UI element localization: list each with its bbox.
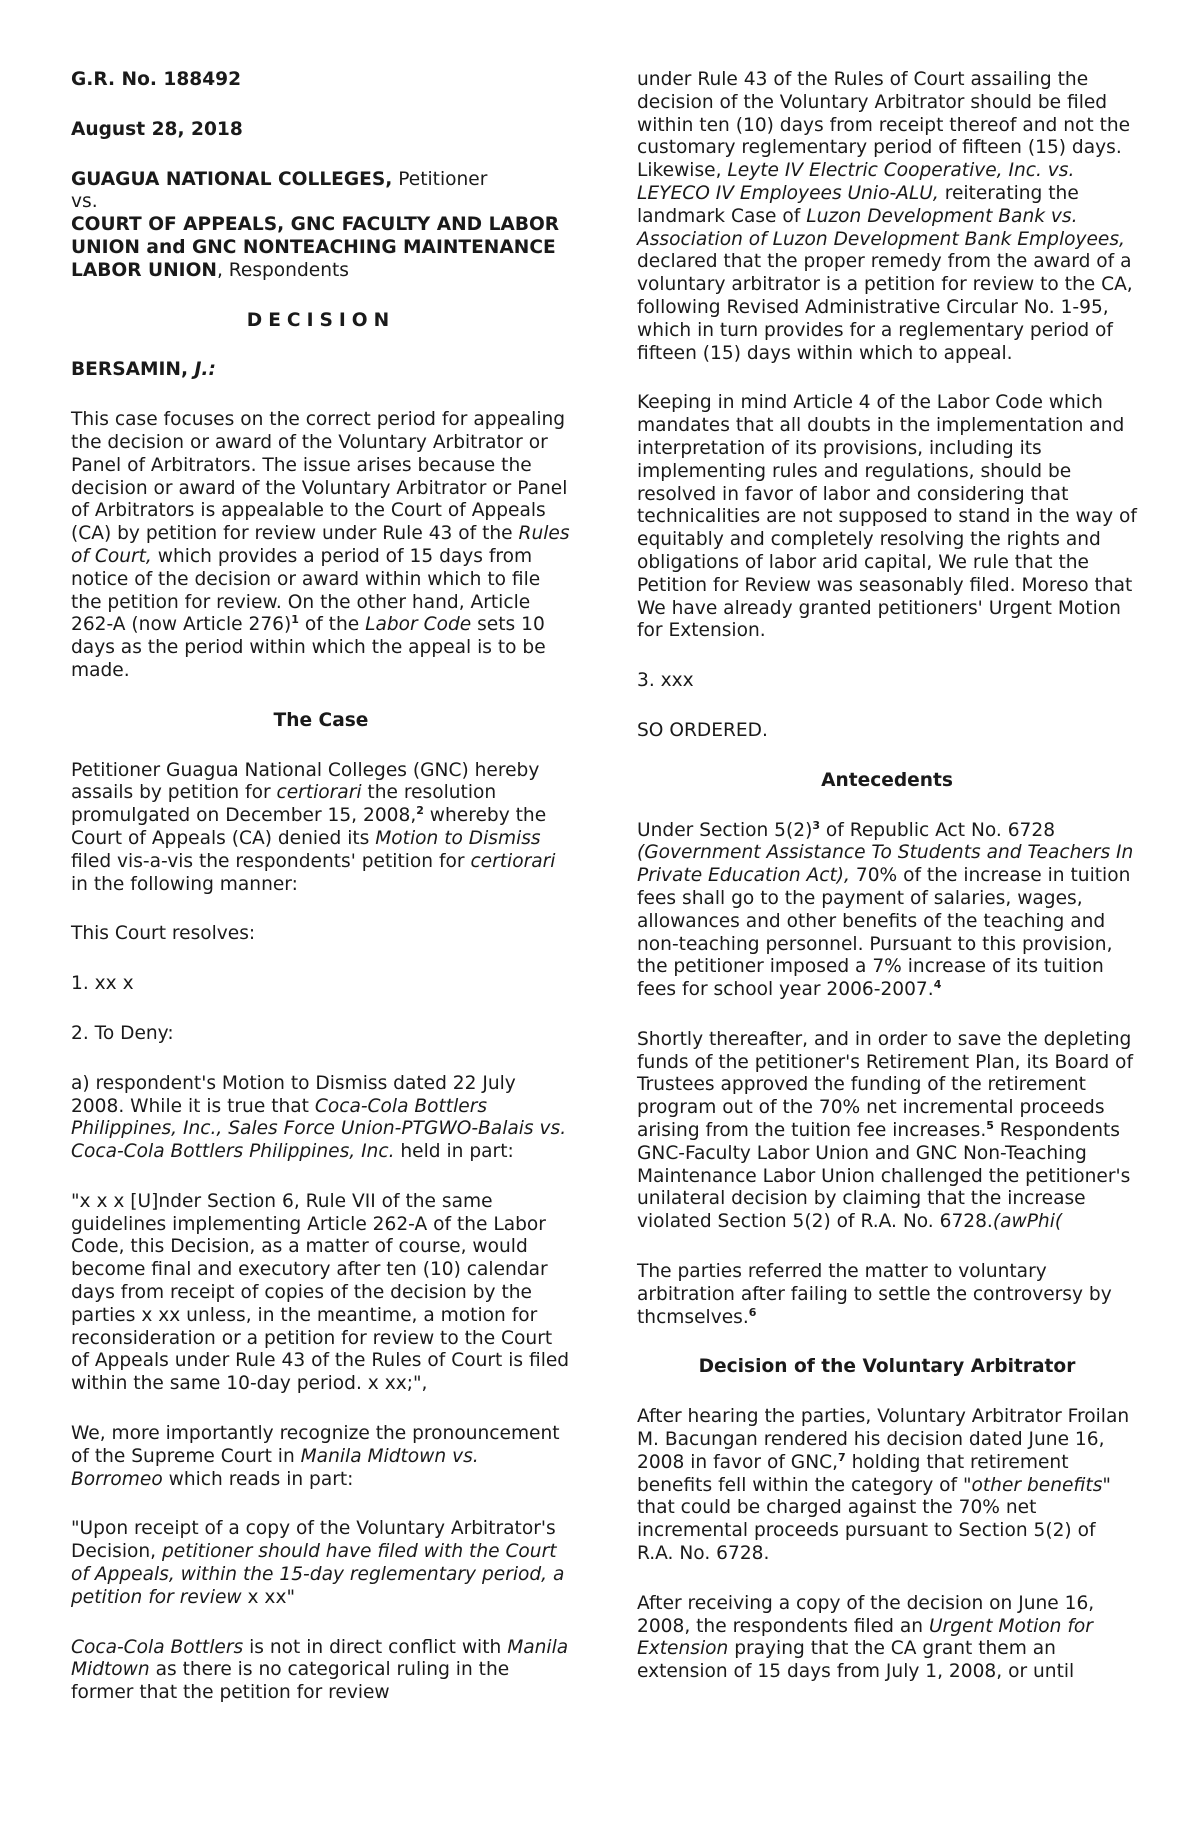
text-segment: Petitioner Guagua National Colleges (GNC) hereby assails by petition for xyxy=(71,759,540,804)
text-segment: held in part: xyxy=(394,1141,514,1163)
footnote-ref-3[interactable]: 3 xyxy=(812,818,821,832)
right-column xyxy=(637,69,1137,1684)
text-segment-italic: Labor Code xyxy=(365,614,472,636)
left-column xyxy=(71,69,571,1705)
text-segment: x xx" xyxy=(241,1586,295,1608)
text-segment-italic: Rules of Court, xyxy=(71,523,570,567)
text-segment: Under Section 5(2) xyxy=(637,819,813,841)
text-segment-italic: Leyte IV Electric Cooperative, Inc. vs. LEYECO IV Employees Unio-ALU, xyxy=(637,160,1075,204)
text-segment: filed vis-a-vis the respondents' petition for xyxy=(71,850,471,872)
text-segment-italic: Urgent Motion for Extension xyxy=(637,1615,1093,1660)
resolution-item-3: 3. xxx xyxy=(637,670,694,692)
text-segment-italic: other benefits xyxy=(971,1474,1103,1496)
text-segment: We, more importantly recognize the pronouncement of the Supreme Court in xyxy=(71,1423,560,1467)
text-segment-italic: Manila Midtown xyxy=(71,1636,569,1681)
antecedents-paragraph-2 xyxy=(637,1029,1137,1234)
so-ordered: SO ORDERED. xyxy=(637,719,768,741)
text-segment-italic: Motion to Dismiss xyxy=(375,827,541,849)
footnote-ref-4[interactable]: 4 xyxy=(933,977,942,991)
case-parties xyxy=(71,169,571,283)
pronouncement-paragraph xyxy=(71,1423,571,1491)
antecedents-paragraph-3 xyxy=(637,1261,1137,1329)
decision-heading: DECISION xyxy=(246,309,396,331)
text-segment-italic: certiorari xyxy=(470,850,556,872)
case-date: August 28, 2018 xyxy=(71,118,243,140)
text-segment: a) respondent's Motion to Dismiss dated 22 July 2008. While it is true that xyxy=(71,1072,516,1117)
footnote-ref-7[interactable]: 7 xyxy=(838,1450,846,1464)
labor-code-paragraph: Keeping in mind Article 4 of the Labor Code which mandates that all doubts in the implementation and interpretation of its provisions, including its implementing rules and regulations, should be resolved in favor of labor and considering that technicalities are not supposed to stand in the way of equitably and completely resolving the rights and obligations of labor arid capital, We rule that the Petition for Review was seasonably filed. Moreso that We have already granted petitioners' Urgent Motion for Extension. xyxy=(637,392,1137,642)
text-segment: is not in direct conflict with xyxy=(243,1636,508,1658)
text-segment: Shortly thereafter, and in order to save the depleting funds of the petitioner's Retirement Plan, its Board of Trustees approved the funding of the retirement program out of the 70% net incremental proceeds arising from the tuition fee increases. xyxy=(637,1028,1133,1142)
text-segment-italic: Manila Midtown vs. Borromeo xyxy=(71,1445,479,1490)
text-segment-italic: Luzon Development Bank vs. Association of Luzon Development Bank Employees, xyxy=(637,205,1125,250)
text-segment: holding that retirement benefits fell within the category of " xyxy=(637,1451,1069,1496)
text-segment: of Republic Act No. 6728 xyxy=(820,819,1056,841)
text-segment: "Upon receipt of a copy of the Voluntary Arbitrator's Decision, xyxy=(71,1518,556,1563)
conflict-paragraph-start xyxy=(71,1637,571,1705)
resolution-item-2: 2. To Deny: xyxy=(71,1022,174,1044)
text-segment: declared that the proper remedy from the award of a voluntary arbitrator is a petition for review to the CA, following Revised Administrative Circular No. 1-95, which in turn provides for a reglementary period of fifteen (15) days within which to appeal. xyxy=(637,251,1133,364)
antecedents-paragraph-1 xyxy=(637,820,1137,1002)
va-decision-paragraph-2 xyxy=(637,1593,1137,1684)
quote-manila-midtown xyxy=(71,1518,571,1609)
text-segment: which provides a period of 15 days from notice of the decision or award within which to file the petition for review. On the other hand, Article 262-A (now Article 276) xyxy=(71,545,541,636)
conflict-paragraph-cont xyxy=(637,69,1137,365)
text-segment: " that could be charged against the 70% net incremental proceeds pursuant to Section 5(2) of R.A. No. 6728. xyxy=(637,1474,1111,1565)
text-segment: praying that the CA grant them an extension of 15 days from July 1, 2008, or until xyxy=(637,1638,1075,1683)
resolves-line: This Court resolves: xyxy=(71,923,256,945)
text-segment: After receiving a copy of the decision on June 16, 2008, the respondents filed an xyxy=(637,1592,1095,1637)
footnote-ref-2[interactable]: 2 xyxy=(416,803,424,817)
respondents-role: , Respondents xyxy=(216,259,349,281)
text-segment: the resolution promulgated on December 15, 2008, xyxy=(71,782,497,827)
ponente xyxy=(71,359,571,382)
text-segment-italic: Coca-Cola Bottlers xyxy=(71,1636,244,1658)
text-segment: The parties referred the matter to voluntary arbitration after failing to settle the controversy by thcmselves. xyxy=(637,1261,1112,1328)
text-segment-italic: petitioner should have filed with the Court of Appeals, within the 15-day reglementary period, a petition for review xyxy=(71,1541,565,1608)
text-segment: After hearing the parties, Voluntary Arbitrator Froilan M. Bacungan rendered his decision dated June 16, 2008 in favor of GNC, xyxy=(637,1406,1130,1473)
section-heading-va-decision: Decision of the Voluntary Arbitrator xyxy=(698,1356,1076,1378)
text-segment: of the xyxy=(298,614,366,636)
text-segment: Respondents GNC-Faculty Labor Union and GNC Non-Teaching Maintenance Labor Union challenged the petitioner's unilateral decision by claiming that the increase violated Section 5(2) of R.A. No. 6728. xyxy=(637,1120,1131,1233)
text-segment: under Rule 43 of the Rules of Court assailing the decision of the Voluntary Arbitrator should be filed within ten (10) days from receipt thereof and not the customary reglementary period of fifteen (15) days. Likewise, xyxy=(637,69,1131,182)
text-segment: whereby the Court of Appeals (CA) denied its xyxy=(71,805,547,849)
ponente-suffix: J.: xyxy=(194,359,216,381)
section-heading-antecedents: Antecedents xyxy=(821,769,953,791)
section-heading-the-case: The Case xyxy=(273,709,369,731)
respondents-name: COURT OF APPEALS, GNC FACULTY AND LABOR UNION and GNC NONTEACHING MAINTENANCE LABOR UNION xyxy=(71,214,560,281)
the-case-paragraph xyxy=(71,760,571,897)
case-number: G.R. No. 188492 xyxy=(71,69,242,90)
text-segment: reiterating the landmark Case of xyxy=(637,182,1079,227)
text-segment: in the following manner: xyxy=(71,873,298,895)
text-segment: This case focuses on the correct period for appealing the decision or award of the Voluntary Arbitrator or Panel of Arbitrators. The issue arises because the decision or award of the Voluntary Arbitrator or Panel of Arbitrators is appealable to the Court of Appeals (CA) by petition for review under Rule 43 of the xyxy=(71,409,568,545)
resolution-item-1: 1. xx x xyxy=(71,973,134,995)
quote-coca-cola: "x x x [U]nder Section 6, Rule VII of the same guidelines implementing Article 262-A of the Labor Code, this Decision, as a matter of course, would become final and executory after ten (10) calendar days from receipt of copies of the decision by the parties x xx unless, in the meantime, a motion for reconsideration or a petition for review to the Court of Appeals under Rule 43 of the Rules of Court is filed within the same 10-day period. x xx;", xyxy=(71,1190,570,1395)
text-segment-italic: (Government Assistance To Students and Teachers In Private Education Act), xyxy=(637,842,1134,887)
versus-text: vs. xyxy=(71,191,98,213)
text-segment-italic: Coca-Cola Bottlers Philippines, Inc., Sales Force Union-PTGWO-Balais vs. Coca-Cola Bottlers Philippines, Inc. xyxy=(71,1095,567,1163)
text-segment-italic: certiorari xyxy=(276,782,362,804)
ponente-name: BERSAMIN, xyxy=(71,359,195,381)
text-segment: 70% of the increase in tuition fees shall go to the payment of salaries, wages, allowances and other benefits of the teaching and non-teaching personnel. Pursuant to this provision, the petitioner imposed a 7% increase of its tuition fees for school year 2006-2007. xyxy=(637,865,1131,1001)
text-segment: sets 10 days as the period within which the appeal is to be made. xyxy=(71,614,546,681)
footnote-ref-1[interactable]: 1 xyxy=(291,613,299,627)
text-segment: as there is no categorical ruling in the former that the petition for review xyxy=(71,1659,510,1704)
va-decision-paragraph-1 xyxy=(637,1406,1137,1566)
petitioner-role: Petitioner xyxy=(392,168,488,190)
intro-paragraph xyxy=(71,409,571,683)
text-segment: which reads in part: xyxy=(162,1468,354,1490)
footnote-ref-6[interactable]: 6 xyxy=(748,1305,757,1319)
resolution-item-a xyxy=(71,1073,571,1164)
text-segment-italic: (awPhi( xyxy=(992,1211,1063,1233)
footnote-ref-5[interactable]: 5 xyxy=(986,1118,994,1132)
petitioner-name: GUAGUA NATIONAL COLLEGES, xyxy=(71,168,393,190)
